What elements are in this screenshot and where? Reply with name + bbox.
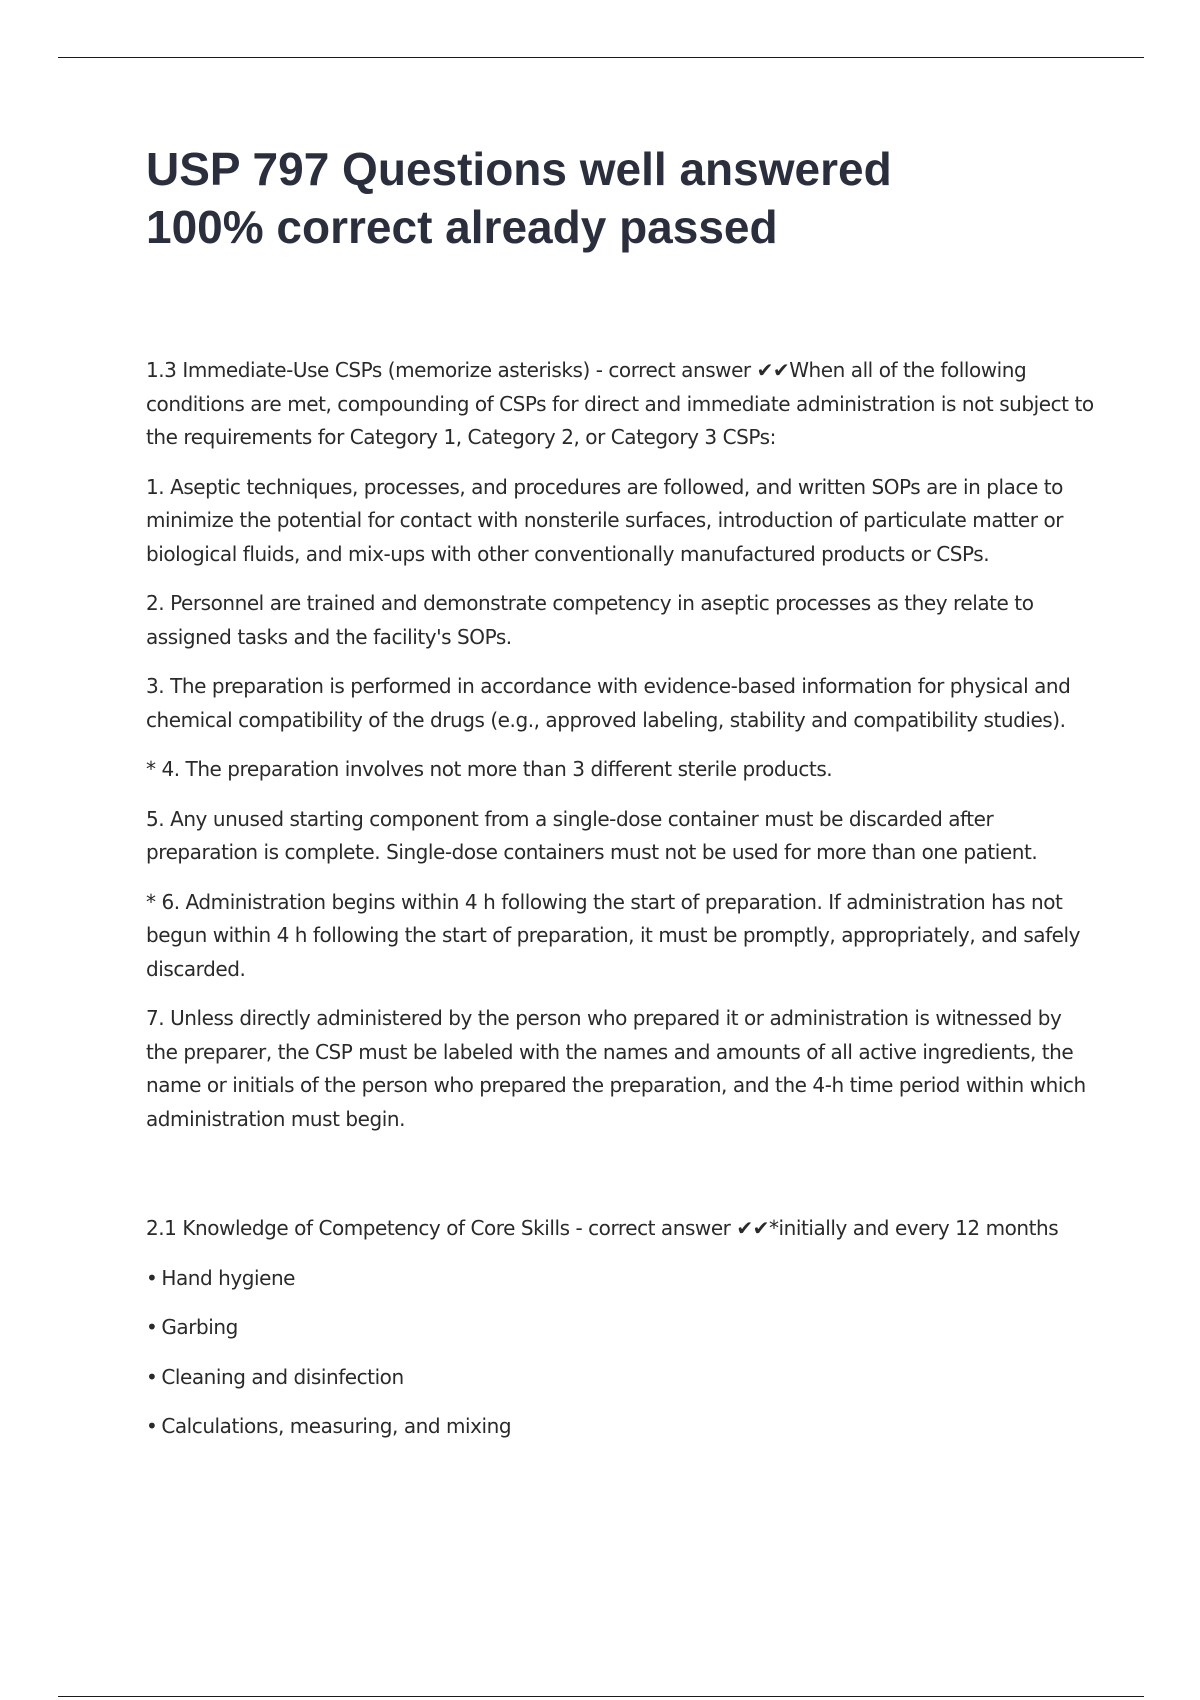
question-1-intro: 1.3 Immediate-Use CSPs (memorize asterisks) - correct answer ✔✔When all of the following conditions are met, compounding of CSPs for direct and immediate administration is not subject to the requirements for Category 1, Category 2, or Category 3 CSPs: bbox=[146, 358, 1094, 449]
question-core-skills bbox=[146, 1212, 1094, 1444]
condition-item: 3. The preparation is performed in accordance with evidence-based information for physical and chemical compatibility of the drugs (e.g., approved labeling, stability and compatibility studies). bbox=[146, 674, 1071, 732]
list-item: • Garbing bbox=[146, 1315, 238, 1339]
footer-rule bbox=[58, 1696, 1144, 1697]
question-2-intro: 2.1 Knowledge of Competency of Core Skills - correct answer ✔✔*initially and every 12 months bbox=[146, 1216, 1059, 1240]
core-skills-list bbox=[146, 1262, 1094, 1444]
question-immediate-use-csps bbox=[146, 354, 1094, 1136]
condition-item: 1. Aseptic techniques, processes, and procedures are followed, and written SOPs are in place to minimize the potential for contact with nonsterile surfaces, introduction of particulate matter or biological fluids, and mix-ups with other conventionally manufactured products or CSPs. bbox=[146, 474, 1064, 566]
condition-item: * 4. The preparation involves not more than 3 different sterile products. bbox=[146, 757, 833, 781]
bullet-icon: • bbox=[146, 1364, 158, 1389]
header-rule bbox=[58, 57, 1144, 58]
bullet-icon: • bbox=[146, 1414, 158, 1438]
bullet-icon: • bbox=[146, 1315, 158, 1339]
list-item: • Hand hygiene bbox=[146, 1265, 296, 1290]
condition-item: 2. Personnel are trained and demonstrate competency in aseptic processes as they relate to assigned tasks and the facility's SOPs. bbox=[146, 591, 1034, 649]
bullet-icon: • bbox=[146, 1265, 158, 1290]
document-body bbox=[146, 140, 1094, 1460]
list-item: • Cleaning and disinfection bbox=[146, 1364, 404, 1389]
list-item: • Calculations, measuring, and mixing bbox=[146, 1414, 512, 1438]
condition-item: 7. Unless directly administered by the person who prepared it or administration is witnessed by the preparer, the CSP must be labeled with the names and amounts of all active ingredients, the name or initials of the person who prepared the preparation, and the 4-h time period within which administration must begin. bbox=[146, 1006, 1086, 1131]
condition-item: 5. Any unused starting component from a single-dose container must be discarded after preparation is complete. Single-dose containers must not be used for more than one patient. bbox=[146, 806, 1038, 864]
condition-item: * 6. Administration begins within 4 h following the start of preparation. If administration has not begun within 4 h following the start of preparation, it must be promptly, appropriately, and safely discarded. bbox=[146, 889, 1081, 981]
document-title: USP 797 Questions well answered 100% correct already passed bbox=[146, 143, 892, 253]
